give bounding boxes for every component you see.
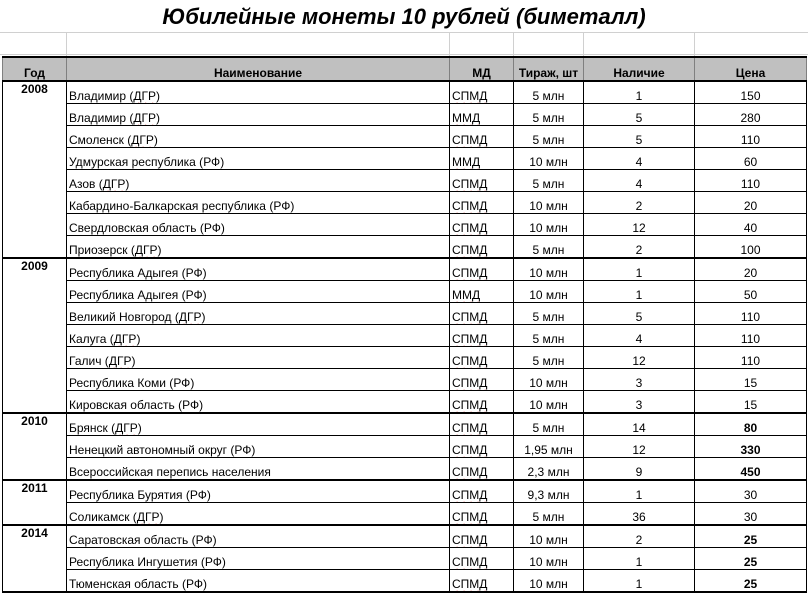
mintage-cell: 10 млн: [514, 258, 584, 281]
sheet-gridline: [513, 32, 514, 56]
table-row: [3, 570, 807, 593]
mint-code: ММД: [452, 288, 481, 302]
table-row: [3, 391, 807, 414]
coin-series-tag: ДГР: [133, 111, 156, 125]
name-cell: Владимир (ДГР): [67, 104, 450, 126]
mint-cell: [450, 525, 514, 548]
stock-cell: 2: [584, 525, 695, 548]
coin-name: Тюменская область: [69, 577, 179, 591]
mint-code: СПМД: [452, 533, 488, 547]
mint-cell: [450, 347, 514, 369]
mint-cell: [450, 258, 514, 281]
mint-cell: [450, 303, 514, 325]
column-header-mintage: Тираж, шт: [514, 57, 584, 81]
table-row: [3, 503, 807, 526]
coin-series-tag: РФ: [189, 488, 207, 502]
name-cell: Галич (ДГР): [67, 347, 450, 369]
sheet-gridline: [449, 32, 450, 56]
table-row: [3, 369, 807, 391]
stock-cell: 5: [584, 126, 695, 148]
name-cell: Великий Новгород (ДГР): [67, 303, 450, 325]
table-row: [3, 236, 807, 259]
coin-name: Республика Адыгея: [69, 288, 179, 302]
mint-code: СПМД: [452, 89, 488, 103]
coin-name: Свердловская область: [69, 221, 197, 235]
column-header-price: Цена: [695, 57, 807, 81]
mint-cell: [450, 192, 514, 214]
stock-cell: 12: [584, 214, 695, 236]
year-cell: 2009: [3, 258, 67, 413]
price-cell: 25: [695, 570, 807, 593]
mint-cell: [450, 126, 514, 148]
coin-series-tag: РФ: [173, 376, 191, 390]
name-cell: Смоленск (ДГР): [67, 126, 450, 148]
name-cell: Удмурская республика (РФ): [67, 148, 450, 170]
coin-name: Смоленск: [69, 133, 124, 147]
name-cell: Республика Адыгея (РФ): [67, 281, 450, 303]
mintage-cell: 10 млн: [514, 391, 584, 414]
stock-cell: 1: [584, 81, 695, 104]
mintage-cell: 10 млн: [514, 525, 584, 548]
mint-code: СПМД: [452, 398, 488, 412]
price-cell: 30: [695, 503, 807, 526]
name-cell: Кировская область (РФ): [67, 391, 450, 414]
coin-series-tag: ДГР: [178, 310, 202, 324]
coin-series-tag: ДГР: [102, 177, 126, 191]
name-cell: Калуга (ДГР): [67, 325, 450, 347]
coin-name: Республика Адыгея: [69, 266, 179, 280]
price-cell: 20: [695, 192, 807, 214]
table-row: [3, 148, 807, 170]
table-row: [3, 303, 807, 325]
column-header-md: МД: [450, 57, 514, 81]
coin-series-tag: РФ: [195, 533, 213, 547]
mint-code: СПМД: [452, 555, 488, 569]
mint-code: СПМД: [452, 199, 488, 213]
coin-name: Галич: [69, 354, 102, 368]
mint-code: СПМД: [452, 465, 488, 479]
mint-cell: [450, 570, 514, 593]
coin-series-tag: РФ: [204, 555, 222, 569]
coin-name: Соликамск: [69, 510, 130, 524]
coin-series-tag: РФ: [185, 288, 203, 302]
stock-cell: 2: [584, 236, 695, 259]
table-header-row: [3, 57, 807, 81]
stock-cell: 12: [584, 436, 695, 458]
mint-cell: [450, 281, 514, 303]
table-body: [3, 81, 807, 592]
coin-name: Всероссийская перепись населения: [69, 465, 271, 479]
name-cell: [67, 458, 450, 481]
mint-code: СПМД: [452, 421, 488, 435]
table-row: [3, 436, 807, 458]
mint-code: СПМД: [452, 310, 488, 324]
table-row: [3, 525, 807, 548]
name-cell: Брянск (ДГР): [67, 413, 450, 436]
mint-code: СПМД: [452, 266, 488, 280]
mint-cell: [450, 325, 514, 347]
price-cell: 80: [695, 413, 807, 436]
price-cell: 450: [695, 458, 807, 481]
column-header-stock: Наличие: [584, 57, 695, 81]
table-row: [3, 281, 807, 303]
coin-series-tag: РФ: [234, 443, 252, 457]
mint-cell: [450, 480, 514, 503]
coin-name: Владимир: [69, 89, 127, 103]
name-cell: Республика Коми (РФ): [67, 369, 450, 391]
price-cell: 15: [695, 369, 807, 391]
table-row: [3, 325, 807, 347]
name-cell: Саратовская область (РФ): [67, 525, 450, 548]
mintage-cell: 2,3 млн: [514, 458, 584, 481]
mint-code: ММД: [452, 155, 481, 169]
coin-series-tag: РФ: [203, 221, 221, 235]
mintage-cell: 10 млн: [514, 570, 584, 593]
table-row: [3, 347, 807, 369]
coin-name: Азов: [69, 177, 96, 191]
column-header-name: Наименование: [67, 57, 450, 81]
table-row: [3, 458, 807, 481]
price-cell: 25: [695, 548, 807, 570]
sheet-gridline: [0, 54, 808, 55]
name-cell: Тюменская область (РФ): [67, 570, 450, 593]
name-cell: Республика Адыгея (РФ): [67, 258, 450, 281]
price-cell: 110: [695, 170, 807, 192]
name-cell: Соликамск (ДГР): [67, 503, 450, 526]
stock-cell: 9: [584, 458, 695, 481]
coin-name: Кировская область: [69, 398, 175, 412]
coin-name: Кабардино-Балкарская республика: [69, 199, 266, 213]
stock-cell: 4: [584, 325, 695, 347]
stock-cell: 1: [584, 281, 695, 303]
coin-series-tag: РФ: [203, 155, 221, 169]
coin-name: Великий Новгород: [69, 310, 172, 324]
table-row: [3, 81, 807, 104]
stock-cell: 36: [584, 503, 695, 526]
mint-cell: [450, 548, 514, 570]
coin-series-tag: ДГР: [131, 133, 154, 147]
coin-series-tag: ДГР: [115, 421, 138, 435]
price-cell: 100: [695, 236, 807, 259]
mintage-cell: 5 млн: [514, 126, 584, 148]
price-cell: 15: [695, 391, 807, 414]
mint-code: СПМД: [452, 133, 488, 147]
mint-cell: [450, 503, 514, 526]
stock-cell: 14: [584, 413, 695, 436]
coin-name: Республика Бурятия: [69, 488, 183, 502]
mintage-cell: 5 млн: [514, 503, 584, 526]
coin-name: Приозерск: [69, 243, 128, 257]
coin-name: Удмурская республика: [69, 155, 196, 169]
stock-cell: 1: [584, 480, 695, 503]
coin-name: Калуга: [69, 332, 107, 346]
name-cell: Республика Ингушетия (РФ): [67, 548, 450, 570]
mint-cell: [450, 214, 514, 236]
table-row: [3, 126, 807, 148]
stock-cell: 5: [584, 104, 695, 126]
mint-cell: [450, 81, 514, 104]
coin-name: Республика Коми: [69, 376, 166, 390]
mint-cell: [450, 391, 514, 414]
mintage-cell: 10 млн: [514, 369, 584, 391]
table-row: [3, 413, 807, 436]
price-cell: 280: [695, 104, 807, 126]
table-row: [3, 214, 807, 236]
mint-code: СПМД: [452, 376, 488, 390]
mint-cell: [450, 104, 514, 126]
coin-name: Республика Ингушетия: [69, 555, 198, 569]
mint-cell: [450, 436, 514, 458]
year-cell: 2014: [3, 525, 67, 592]
coin-series-tag: РФ: [185, 266, 203, 280]
stock-cell: 1: [584, 570, 695, 593]
coin-series-tag: ДГР: [108, 354, 132, 368]
page-title: Юбилейные монеты 10 рублей (биметалл): [162, 4, 646, 29]
coin-series-tag: ДГР: [136, 510, 160, 524]
mint-code: СПМД: [452, 354, 488, 368]
table-row: [3, 548, 807, 570]
price-cell: 110: [695, 126, 807, 148]
mintage-cell: 5 млн: [514, 303, 584, 325]
mintage-cell: 5 млн: [514, 325, 584, 347]
mintage-cell: 5 млн: [514, 413, 584, 436]
coin-series-tag: ДГР: [134, 243, 158, 257]
stock-cell: 12: [584, 347, 695, 369]
mint-cell: [450, 148, 514, 170]
mintage-cell: 10 млн: [514, 214, 584, 236]
mint-code: СПМД: [452, 577, 488, 591]
mint-code: СПМД: [452, 243, 488, 257]
table-row: [3, 192, 807, 214]
mint-code: ММД: [452, 111, 481, 125]
mint-code: СПМД: [452, 510, 488, 524]
mintage-cell: 5 млн: [514, 104, 584, 126]
table-row: [3, 170, 807, 192]
mint-code: СПМД: [452, 221, 488, 235]
mint-code: СПМД: [452, 488, 488, 502]
price-cell: 150: [695, 81, 807, 104]
name-cell: Ненецкий автономный округ (РФ): [67, 436, 450, 458]
coin-name: Саратовская область: [69, 533, 189, 547]
mintage-cell: 10 млн: [514, 192, 584, 214]
mintage-cell: 10 млн: [514, 548, 584, 570]
price-cell: 30: [695, 480, 807, 503]
price-cell: 110: [695, 303, 807, 325]
coin-name: Ненецкий автономный округ: [69, 443, 228, 457]
coin-name: Брянск: [69, 421, 108, 435]
name-cell: Владимир (ДГР): [67, 81, 450, 104]
price-cell: 110: [695, 325, 807, 347]
stock-cell: 1: [584, 548, 695, 570]
mintage-cell: 9,3 млн: [514, 480, 584, 503]
table-row: [3, 480, 807, 503]
mintage-cell: 5 млн: [514, 81, 584, 104]
year-cell: 2008: [3, 81, 67, 258]
coins-table: [2, 56, 807, 593]
year-cell: 2010: [3, 413, 67, 480]
coin-series-tag: ДГР: [113, 332, 137, 346]
column-header-year: Год: [3, 57, 67, 81]
stock-cell: 4: [584, 170, 695, 192]
coin-series-tag: РФ: [273, 199, 291, 213]
price-cell: 60: [695, 148, 807, 170]
price-cell: 50: [695, 281, 807, 303]
stock-cell: 4: [584, 148, 695, 170]
mint-cell: [450, 369, 514, 391]
sheet-gridline: [694, 32, 695, 56]
sheet-gridline: [0, 32, 808, 33]
mint-code: СПМД: [452, 332, 488, 346]
mintage-cell: 10 млн: [514, 148, 584, 170]
mint-cell: [450, 413, 514, 436]
mint-cell: [450, 170, 514, 192]
table-row: [3, 258, 807, 281]
mint-cell: [450, 236, 514, 259]
sheet-gridline: [583, 32, 584, 56]
price-cell: 110: [695, 347, 807, 369]
mintage-cell: 1,95 млн: [514, 436, 584, 458]
coin-series-tag: РФ: [182, 398, 200, 412]
coin-series-tag: РФ: [186, 577, 204, 591]
stock-cell: 3: [584, 391, 695, 414]
price-cell: 40: [695, 214, 807, 236]
name-cell: Республика Бурятия (РФ): [67, 480, 450, 503]
price-cell: 330: [695, 436, 807, 458]
name-cell: Азов (ДГР): [67, 170, 450, 192]
name-cell: Свердловская область (РФ): [67, 214, 450, 236]
mintage-cell: 5 млн: [514, 347, 584, 369]
mint-cell: [450, 458, 514, 481]
name-cell: Кабардино-Балкарская республика (РФ): [67, 192, 450, 214]
stock-cell: 3: [584, 369, 695, 391]
sheet-gridline: [66, 32, 67, 56]
year-cell: 2011: [3, 480, 67, 525]
coin-series-tag: ДГР: [133, 89, 156, 103]
price-cell: 20: [695, 258, 807, 281]
table-row: [3, 104, 807, 126]
stock-cell: 2: [584, 192, 695, 214]
name-cell: Приозерск (ДГР): [67, 236, 450, 259]
mint-code: СПМД: [452, 177, 488, 191]
mintage-cell: 5 млн: [514, 170, 584, 192]
mintage-cell: 5 млн: [514, 236, 584, 259]
mintage-cell: 10 млн: [514, 281, 584, 303]
coin-name: Владимир: [69, 111, 127, 125]
stock-cell: 1: [584, 258, 695, 281]
stock-cell: 5: [584, 303, 695, 325]
mint-code: СПМД: [452, 443, 488, 457]
price-cell: 25: [695, 525, 807, 548]
